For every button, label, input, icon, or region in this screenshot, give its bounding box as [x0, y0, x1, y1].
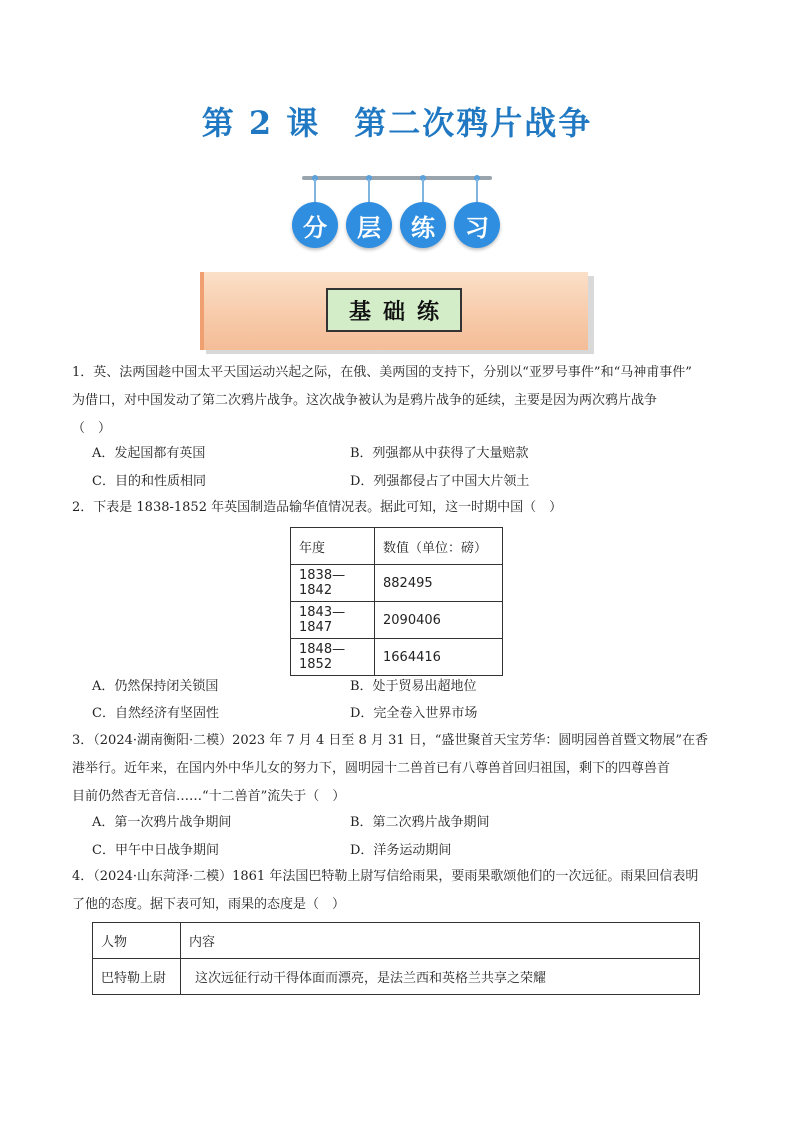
- tagline-char-circle: 练: [400, 202, 446, 248]
- question-2-option-b[interactable]: B．处于贸易出超地位: [350, 679, 477, 694]
- question-3-option-c[interactable]: C．甲午中日战争期间: [92, 843, 219, 858]
- tagline-char-circle: 习: [454, 202, 500, 248]
- section-label: 基础练: [326, 288, 462, 332]
- table-row: [291, 565, 503, 602]
- question-3-option-b[interactable]: B．第二次鸦片战争期间: [350, 815, 490, 830]
- table-cell: 1838—1842: [291, 565, 375, 602]
- hanger-string: [422, 179, 424, 203]
- hanger-string: [476, 179, 478, 203]
- table-cell: 巴特勒上尉: [93, 959, 181, 995]
- table-cell: 2090406: [375, 602, 503, 639]
- tagline-char-circle: 层: [346, 202, 392, 248]
- question-line: 4．（2024·山东菏泽·二模）1861 年法国巴特勒上尉写信给雨果，要雨果歌颂他们的一次远征。雨果回信表明: [72, 869, 699, 884]
- question-2-option-d[interactable]: D．完全卷入世界市场: [350, 706, 478, 721]
- table-row: [291, 639, 503, 676]
- hanger-rod: [302, 176, 492, 180]
- table-row: [291, 602, 503, 639]
- question-1-option-a[interactable]: A．发起国都有英国: [92, 446, 206, 461]
- export-value-table: [290, 527, 503, 676]
- question-line: （ ）: [72, 421, 112, 436]
- question-2-option-c[interactable]: C．自然经济有坚固性: [92, 706, 219, 721]
- question-line: 港举行。近年来，在国内外中华儿女的努力下，圆明园十二兽首已有八尊兽首回归祖国，剩下的四尊兽首: [72, 761, 671, 776]
- question-3-stem: [72, 727, 726, 811]
- table-cell: 882495: [375, 565, 503, 602]
- question-1-option-d[interactable]: D．列强都侵占了中国大片领土: [350, 474, 530, 489]
- question-line: 3．（2024·湖南衡阳·二模）2023 年 7 月 4 日至 8 月 31 日，“盛世聚首天宝芳华：圆明园兽首暨文物展”在香: [72, 733, 709, 748]
- question-1-stem: [72, 359, 726, 443]
- table-header-row: [93, 923, 700, 959]
- table-cell: 1664416: [375, 639, 503, 676]
- table-cell: 这次远征行动干得体面而漂亮，是法兰西和英格兰共享之荣耀: [181, 959, 700, 995]
- question-3-option-d[interactable]: D．洋务运动期间: [350, 843, 452, 858]
- table-header-cell: 人物: [93, 923, 181, 959]
- question-line: 目前仍然杳无音信……“十二兽首”流失于（ ）: [72, 789, 346, 804]
- question-line: 为借口，对中国发动了第二次鸦片战争。这次战争被认为是鸦片战争的延续，主要是因为两次鸦片战争: [72, 393, 658, 408]
- question-1-option-c[interactable]: C．目的和性质相同: [92, 474, 206, 489]
- table-header-row: [291, 528, 503, 565]
- table-cell: 1843—1847: [291, 602, 375, 639]
- hanger-string: [314, 179, 316, 203]
- tagline-char-circle: 分: [292, 202, 338, 248]
- table-header-cell: 数值（单位：磅）: [375, 528, 503, 565]
- question-line: 2．下表是 1838-1852 年英国制造品输华值情况表。据此可知，这一时期中国（ ）: [72, 500, 563, 515]
- question-3-option-a[interactable]: A．第一次鸦片战争期间: [92, 815, 232, 830]
- table-header-cell: 年度: [291, 528, 375, 565]
- table-header-cell: 内容: [181, 923, 700, 959]
- hanger-string: [368, 179, 370, 203]
- table-cell: 1848—1852: [291, 639, 375, 676]
- letter-content-table: [92, 922, 700, 995]
- question-2-stem: [72, 494, 726, 522]
- question-line: 1．英、法两国趁中国太平天国运动兴起之际，在俄、美两国的支持下，分别以“亚罗号事件”和“马神甫事件”: [72, 365, 692, 380]
- table-row: [93, 959, 700, 995]
- question-line: 了他的态度。据下表可知，雨果的态度是（ ）: [72, 897, 346, 912]
- question-4-stem: [72, 863, 726, 919]
- question-1-option-b[interactable]: B．列强都从中获得了大量赔款: [350, 446, 529, 461]
- question-2-option-a[interactable]: A．仍然保持闭关锁国: [92, 679, 219, 694]
- page-title: 第 2 课 第二次鸦片战争: [201, 104, 593, 142]
